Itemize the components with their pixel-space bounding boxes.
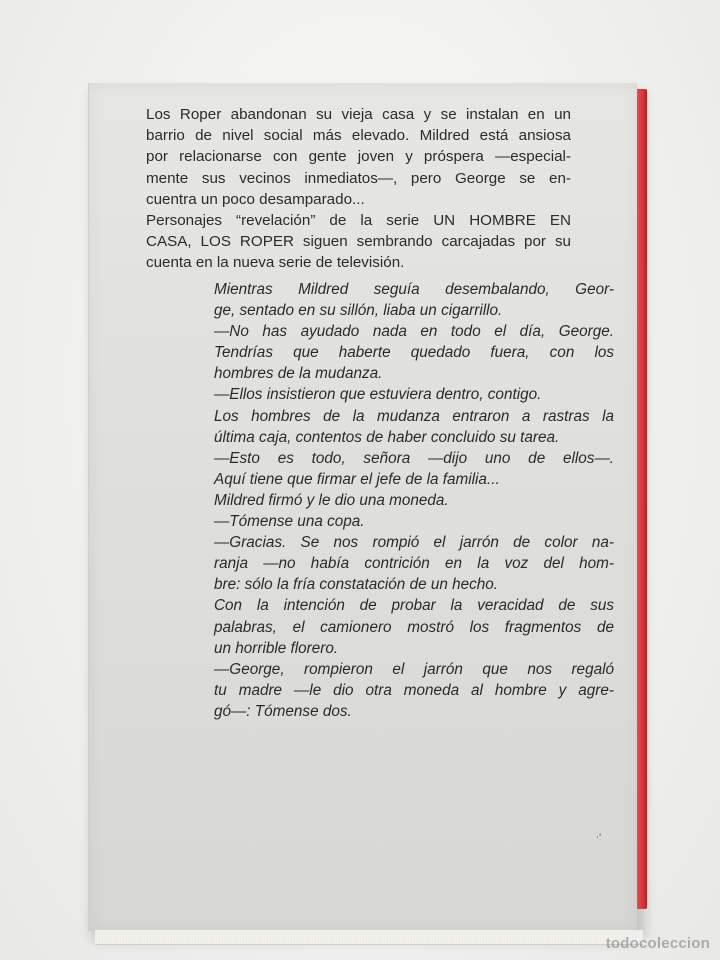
excerpt-line: —No has ayudado nada en todo el día, George. bbox=[214, 323, 614, 341]
blurb-line: barrio de nivel social más elevado. Mildred está ansiosa bbox=[146, 127, 571, 145]
excerpt-line: Tendrías que haberte quedado fuera, con los bbox=[214, 344, 614, 362]
excerpt-line: —George, rompieron el jarrón que nos regaló bbox=[214, 660, 614, 678]
story-excerpt bbox=[214, 279, 614, 722]
excerpt-line: Mildred firmó y le dio una moneda. bbox=[214, 491, 449, 509]
blurb-line: cuentra un poco desamparado... bbox=[146, 190, 365, 208]
watermark: todocoleccion bbox=[605, 935, 710, 952]
excerpt-line: tu madre —le dio otra moneda al hombre y agre- bbox=[214, 681, 614, 699]
excerpt-line: hombres de la mudanza. bbox=[214, 365, 383, 383]
excerpt-line: ranja —no había contrición en la voz del hom- bbox=[214, 555, 614, 573]
excerpt-line: —Ellos insistieron que estuviera dentro, contigo. bbox=[214, 386, 542, 404]
excerpt-line: última caja, contentos de haber concluido su tarea. bbox=[214, 428, 560, 446]
excerpt-line: bre: sólo la fría constatación de un hecho. bbox=[214, 576, 499, 594]
blurb-line: por relacionarse con gente joven y próspera —especial- bbox=[146, 148, 571, 166]
blurb-line: Los Roper abandonan su vieja casa y se instalan en un bbox=[146, 106, 571, 123]
excerpt-line: Con la intención de probar la veracidad de sus bbox=[214, 597, 614, 615]
print-speck-mark: ·' bbox=[596, 833, 602, 843]
excerpt-line: Los hombres de la mudanza entraron a rastras la bbox=[214, 407, 614, 425]
synopsis-blurb bbox=[146, 104, 571, 274]
blurb-line: Personajes “revelación” de la serie UN HOMBRE EN bbox=[146, 212, 571, 230]
blurb-line: CASA, LOS ROPER siguen sembrando carcajadas por su bbox=[146, 233, 571, 251]
excerpt-line: ge, sentado en su sillón, liaba un cigarrillo. bbox=[214, 302, 503, 320]
excerpt-line: Mientras Mildred seguía desembalando, Geor- bbox=[214, 281, 614, 298]
excerpt-line: Aquí tiene que firmar el jefe de la familia... bbox=[214, 470, 500, 488]
red-spine-edge bbox=[637, 89, 647, 909]
blurb-line: mente sus vecinos inmediatos—, pero George se en- bbox=[146, 169, 571, 187]
book-back-cover bbox=[88, 83, 637, 931]
excerpt-line: —Tómense una copa. bbox=[214, 513, 365, 531]
excerpt-line: un horrible florero. bbox=[214, 639, 339, 657]
page-edges bbox=[95, 930, 643, 945]
excerpt-line: gó—: Tómense dos. bbox=[214, 702, 352, 720]
excerpt-line: —Esto es todo, señora —dijo uno de ellos—. bbox=[214, 449, 614, 467]
blurb-line: cuenta en la nueva serie de televisión. bbox=[146, 254, 405, 272]
excerpt-line: —Gracias. Se nos rompió el jarrón de color na- bbox=[214, 534, 614, 552]
excerpt-line: palabras, el camionero mostró los fragmentos de bbox=[214, 618, 614, 636]
